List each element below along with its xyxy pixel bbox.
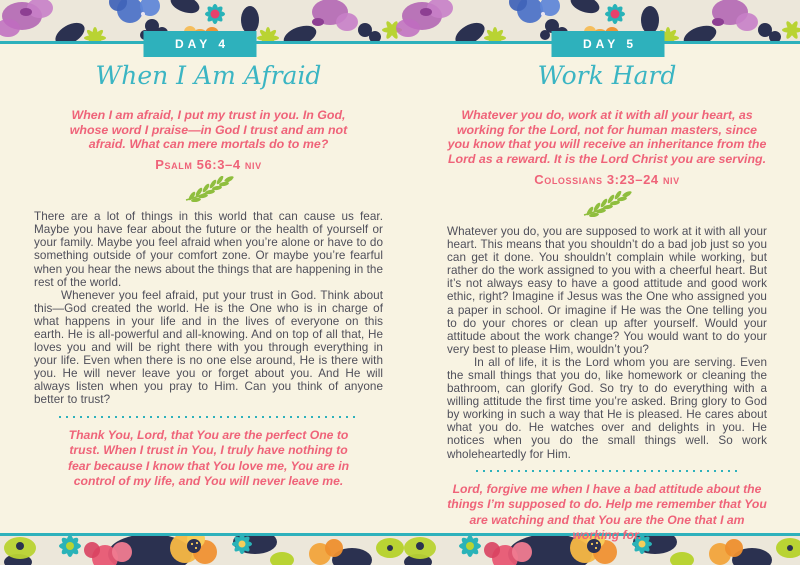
body-paragraph: There are a lot of things in this world that can cause us fear. Maybe you have fear about the future or the health of yourself or your family. Maybe you feel afraid when you’re alone or have to do something outside of your comfort zone. Or maybe you’re fearful when you hear the news about the things that are happening in the rest of the world. (34, 210, 383, 289)
scripture-reference: Colossians 3:23–24 niv (534, 171, 680, 187)
prayer-text: Thank You, Lord, that You are the perfect One to trust. When I trust in You, I truly have nothing to fear because I know that You love me, You are in control of my life, and You will never leave me. (67, 427, 350, 489)
dotted-divider (59, 416, 359, 418)
day-banner-label: DAY 5 (582, 37, 638, 51)
watercolor-flowers-top-icon (0, 0, 800, 41)
leaf-sprig-icon (447, 191, 767, 217)
scripture-reference: Psalm 56:3–4 niv (155, 157, 262, 173)
day-banner (144, 31, 257, 57)
dotted-divider (476, 470, 738, 472)
page-left-day-4 (0, 37, 400, 533)
scripture-quote: Whatever you do, work at it with all your heart, as working for the Lord, not for human masters, since you know that you will receive an inheritance from the Lord as a reward. It is the Lord Christ you are serving. (447, 107, 767, 167)
page-title: When I Am Afraid (95, 61, 322, 90)
prayer-text: Lord, forgive me when I have a bad attitude about the things I’m supposed to do. Help me remember that You are watching and that You are the One that I am working for. (447, 481, 767, 543)
floral-border-top (0, 0, 800, 44)
page-right-day-5 (400, 37, 800, 543)
leaf-sprig-icon (34, 176, 383, 202)
page-spread (0, 37, 800, 543)
scripture-quote: When I am afraid, I put my trust in you. In God, whose word I praise—in God I trust and am not afraid. What can mere mortals do to me? (69, 107, 348, 152)
body-paragraph: Whatever you do, you are supposed to work at it with all your heart. This means that you shouldn’t do a bad job just so you can get it done. You shouldn’t complain while working, but rather do the work assigned to you with a cheerful heart. But it’s not always easy to have a good attitude and good work ethic, right? Imagine if Jesus was the One who assigned you a paper in school. Or imagine if He was the One telling you to do your chores or clean up after yourself. Would your attitude about the work change? You would want to do your very best to please Him, wouldn’t you? (447, 224, 767, 356)
day-banner (552, 31, 665, 57)
devotional-body (34, 210, 383, 406)
body-paragraph: Whenever you feel afraid, put your trust in God. Think about this—God created the world. He is the One who is in charge of what happens in your life and in the lives of everyone on this earth. He is all-powerful and all-knowing. And on top of all that, He loves you and will be right there with you through everything in your life. Even when there is no one else around, He is there with you. He will never leave you or forget about you. And He will always listen when you pray to Him. Can you think of anyone better to trust? (34, 288, 383, 407)
page-title: Work Hard (537, 61, 677, 90)
body-paragraph: In all of life, it is the Lord whom you are serving. Even the small things that you do, like homework or cleaning the bathroom, can glorify God. So try to do everything with a willing attitude the first time you’re asked. Bring glory to God by working in such a way that He is pleased. He cares about what you do. He watches over and delights in you. He notices when you do the small things well. So work wholeheartedly for Him. (447, 355, 767, 461)
devotional-body (447, 225, 767, 461)
day-banner-label: DAY 4 (174, 37, 230, 51)
